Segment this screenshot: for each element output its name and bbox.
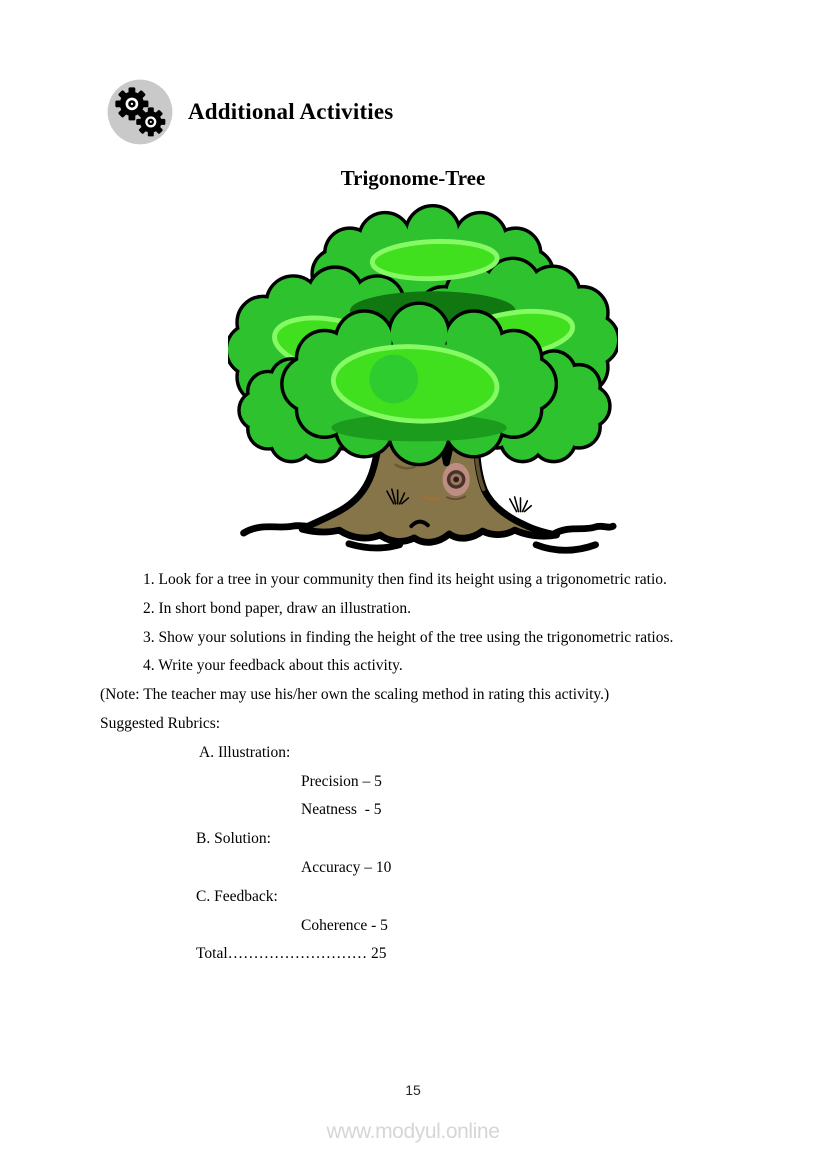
rubric-total: Total……………………… 25 [196, 945, 387, 963]
grass-tuft-icon [510, 497, 531, 512]
tree-canopy [228, 207, 617, 462]
instruction-item: 1. Look for a tree in your community then find its height using a trigonometric ratio. [143, 571, 667, 588]
rubric-criterion: Accuracy – 10 [301, 858, 392, 876]
canopy-highlight-inner-circle [369, 355, 418, 404]
rubric-criterion: Precision – 5 [301, 772, 382, 790]
rubric-item-label: C. Feedback: [196, 887, 278, 905]
section-header [104, 76, 393, 148]
activity-title: Trigonome-Tree [340, 166, 486, 190]
section-title: Additional Activities [188, 99, 394, 124]
rubric-item-label: B. Solution: [196, 830, 271, 848]
rubric-item-label: A. Illustration: [199, 743, 291, 761]
activity-text [100, 566, 760, 969]
page-number: 15 [405, 1082, 421, 1098]
tree-illustration [228, 199, 618, 559]
note-text: (Note: The teacher may use his/her own the scaling method in rating this activity.) [100, 686, 610, 704]
instruction-item: 2. In short bond paper, draw an illustration. [143, 599, 411, 617]
gears-icon [104, 76, 176, 148]
watermark: www.modyul.online [326, 1120, 500, 1143]
instruction-item: 3. Show your solutions in finding the height of the tree using the trigonometric ratios. [143, 628, 674, 646]
rubrics-heading: Suggested Rubrics: [100, 714, 221, 732]
rubric-criterion: Coherence - 5 [301, 916, 388, 934]
instruction-item: 4. Write your feedback about this activity. [143, 657, 403, 675]
rubric-criterion: Neatness - 5 [301, 801, 382, 819]
